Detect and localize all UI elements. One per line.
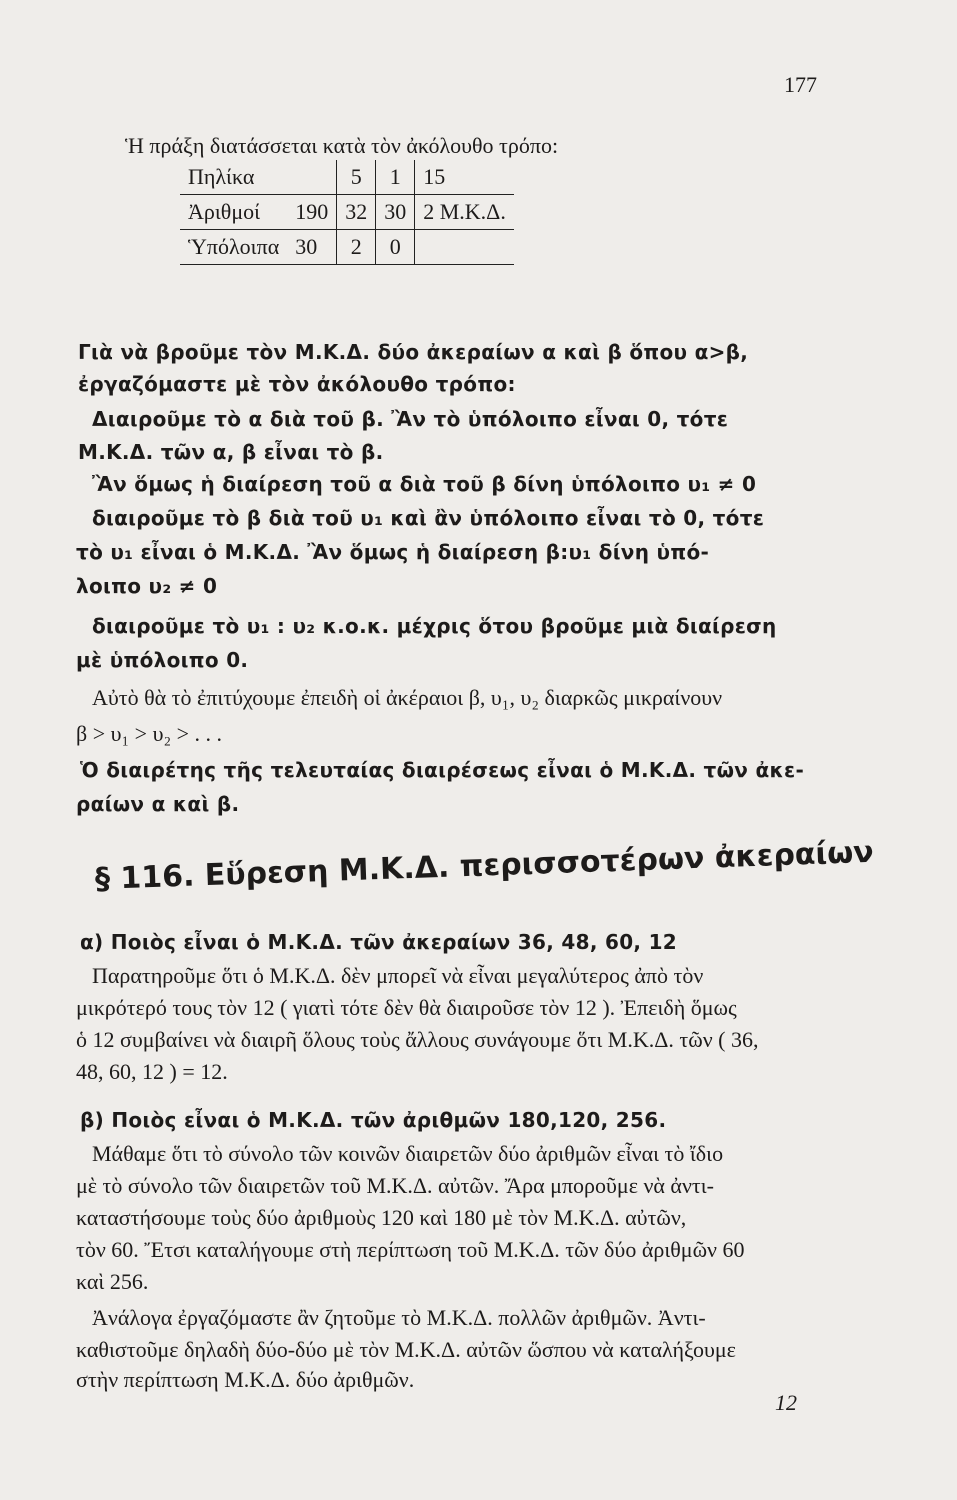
body-line: στὴν περίπτωση Μ.Κ.Δ. δύο ἀριθμῶν. bbox=[76, 1367, 415, 1392]
body-line: καταστήσουμε τοὺς δύο ἀριθμοὺς 120 καὶ 180 μὲ τὸν Μ.Κ.Δ. αὐτῶν, bbox=[76, 1205, 687, 1230]
table-cell: 32 bbox=[337, 195, 376, 230]
table-cell: 190 bbox=[287, 195, 337, 230]
body-line: Μ.Κ.Δ. τῶν α, β εἶναι τὸ β. bbox=[78, 440, 384, 464]
body-line: τὸ υ₁ εἶναι ὁ Μ.Κ.Δ. Ἂν ὅμως ἡ διαίρεση β:υ₁ δίνη ὑπό- bbox=[76, 540, 710, 564]
body-line: τὸν 60. Ἔτσι καταλήγουμε στὴ περίπτωση τοῦ Μ.Κ.Δ. τῶν δύο ἀριθμῶν 60 bbox=[76, 1237, 745, 1262]
table-cell: Ὑπόλοιπα bbox=[180, 230, 287, 265]
table-cell: 30 bbox=[376, 195, 415, 230]
body-line: μὲ ὑπόλοιπο 0. bbox=[76, 648, 249, 672]
subsection-title: β) Ποιὸς εἶναι ὁ Μ.Κ.Δ. τῶν ἀριθμῶν 180,120, 256. bbox=[80, 1108, 667, 1132]
body-line: Αὐτὸ θὰ τὸ ἐπιτύχουμε ἐπειδὴ οἱ ἀκέραιοι β, υ₁, υ₂ διαρκῶς μικραίνουν bbox=[92, 685, 723, 710]
body-line: β > υ₁ > υ₂ > . . . bbox=[76, 721, 223, 746]
table-row bbox=[180, 195, 514, 230]
page-number: 177 bbox=[784, 72, 817, 97]
table-cell: 2 bbox=[337, 230, 376, 265]
body-line: Μάθαμε ὅτι τὸ σύνολο τῶν κοινῶν διαιρετῶν δύο ἀριθμῶν εἶναι τὸ ἴδιο bbox=[92, 1141, 724, 1166]
table-cell: 15 bbox=[415, 160, 514, 195]
subsection-title: α) Ποιὸς εἶναι ὁ Μ.Κ.Δ. τῶν ἀκεραίων 36, 48, 60, 12 bbox=[80, 930, 677, 954]
body-line: διαιροῦμε τὸ υ₁ : υ₂ κ.ο.κ. μέχρις ὅτου βροῦμε μιὰ διαίρεση bbox=[92, 614, 777, 638]
body-line: Ὁ διαιρέτης τῆς τελευταίας διαιρέσεως εἶναι ὁ Μ.Κ.Δ. τῶν ἀκε- bbox=[80, 758, 805, 782]
table-cell: Ἀριθμοί bbox=[180, 195, 287, 230]
body-line: μικρότερό τους τὸν 12 ( γιατὶ τότε δὲν θὰ διαιροῦσε τὸν 12 ). Ἐπειδὴ ὅμως bbox=[76, 995, 737, 1020]
table-cell: 2 Μ.Κ.Δ. bbox=[415, 195, 514, 230]
body-line: ἐργαζόμαστε μὲ τὸν ἀκόλουθο τρόπο: bbox=[78, 372, 516, 396]
body-line: καθιστοῦμε δηλαδὴ δύο-δύο μὲ τὸν Μ.Κ.Δ. αὐτῶν ὥσπου νὰ καταλήξουμε bbox=[76, 1337, 736, 1362]
body-line: Παρατηροῦμε ὅτι ὁ Μ.Κ.Δ. δὲν μπορεῖ νὰ εἶναι μεγαλύτερος ἀπὸ τὸν bbox=[92, 963, 704, 988]
table-cell: 5 bbox=[337, 160, 376, 195]
table-row bbox=[180, 160, 514, 195]
table-cell: Πηλίκα bbox=[180, 160, 287, 195]
table-cell bbox=[415, 230, 514, 265]
body-line: ὁ 12 συμβαίνει νὰ διαιρῆ ὅλους τοὺς ἄλλους συνάγουμε ὅτι Μ.Κ.Δ. τῶν ( 36, bbox=[76, 1027, 759, 1052]
table-row bbox=[180, 230, 514, 265]
section-heading: § 116. Εὕρεση Μ.Κ.Δ. περισσοτέρων ἀκεραίων bbox=[94, 834, 875, 897]
body-line: καὶ 256. bbox=[76, 1269, 149, 1294]
intro-line: Ἡ πράξη διατάσσεται κατὰ τὸν ἀκόλουθο τρόπο: bbox=[125, 133, 559, 158]
body-line: διαιροῦμε τὸ β διὰ τοῦ υ₁ καὶ ἂν ὑπόλοιπο εἶναι τὸ 0, τότε bbox=[92, 506, 765, 530]
body-line: Διαιροῦμε τὸ α διὰ τοῦ β. Ἂν τὸ ὑπόλοιπο εἶναι 0, τότε bbox=[92, 407, 729, 431]
table-cell: 0 bbox=[376, 230, 415, 265]
body-line: ραίων α καὶ β. bbox=[76, 792, 240, 816]
body-line: Ἀνάλογα ἐργαζόμαστε ἂν ζητοῦμε τὸ Μ.Κ.Δ. πολλῶν ἀριθμῶν. Ἀντι- bbox=[92, 1305, 706, 1330]
body-line: Γιὰ νὰ βροῦμε τὸν Μ.Κ.Δ. δύο ἀκεραίων α καὶ β ὅπου α>β, bbox=[78, 340, 749, 364]
footer-signature-number: 12 bbox=[775, 1390, 797, 1415]
division-table bbox=[180, 160, 514, 265]
body-line: μὲ τὸ σύνολο τῶν διαιρετῶν τοῦ Μ.Κ.Δ. αὐτῶν. Ἄρα μποροῦμε νὰ ἀντι- bbox=[76, 1173, 714, 1198]
table-cell: 30 bbox=[287, 230, 337, 265]
body-line: 48, 60, 12 ) = 12. bbox=[76, 1059, 228, 1084]
body-line: Ἂν ὅμως ἡ διαίρεση τοῦ α διὰ τοῦ β δίνη ὑπόλοιπο υ₁ ≠ 0 bbox=[92, 472, 757, 496]
body-line: λοιπο υ₂ ≠ 0 bbox=[76, 574, 218, 598]
table-cell: 1 bbox=[376, 160, 415, 195]
table-cell bbox=[287, 160, 337, 195]
